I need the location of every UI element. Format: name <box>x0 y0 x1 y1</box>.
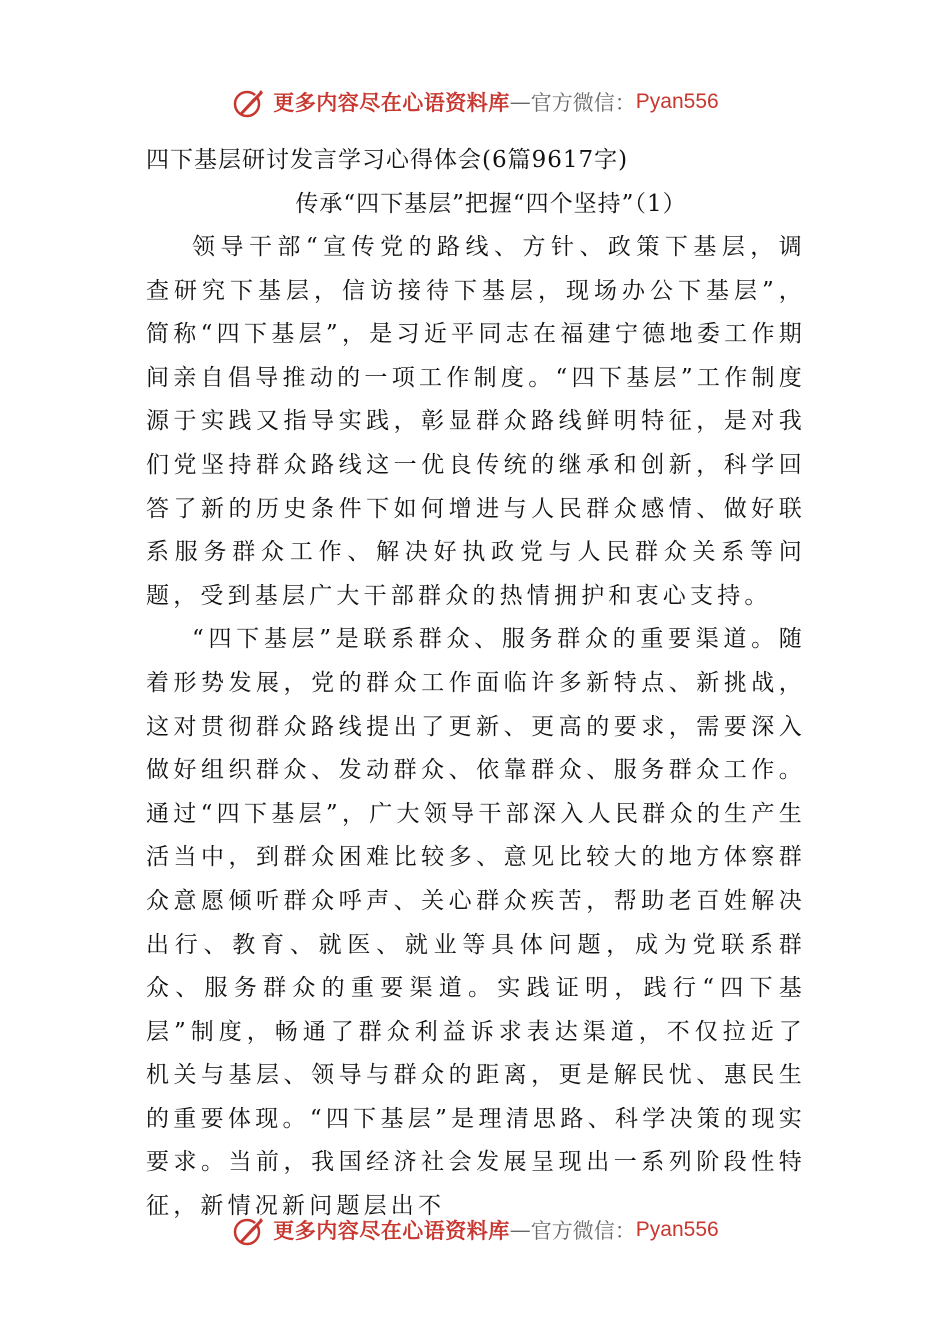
paragraph-1: 领导干部“宣传党的路线、方针、政策下基层，调查研究下基层，信访接待下基层，现场办公下基层”，简称“四下基层”，是习近平同志在福建宁德地委工作期间亲自倡导推动的一项工作制度。“四下基层”工作制度源于实践又指导实践，彰显群众路线鲜明特征，是对我们党坚持群众路线这一优良传统的继承和创新，科学回答了新的历史条件下如何增进与人民群众感情、做好联系服务群众工作、解决好执政党与人民群众关系等问题，受到基层广大干部群众的热情拥护和衷心支持。 <box>146 234 806 609</box>
section-title: 传承“四下基层”把握“四个坚持”（1） <box>295 191 687 217</box>
banner-wechat-id: Pyan556 <box>635 1218 719 1241</box>
banner-dash: — <box>509 1218 531 1242</box>
banner-dash: — <box>509 90 531 114</box>
banner-label: 官方微信： <box>530 1219 636 1243</box>
footer-watermark-banner <box>0 1210 950 1250</box>
banner-main-text: 更多内容尽在心语资料库 <box>273 90 510 115</box>
document-title: 四下基层研讨发言学习心得体会(6篇9617字) <box>146 147 629 173</box>
banner-label: 官方微信： <box>530 91 636 115</box>
quill-pen-logo-icon <box>231 1212 267 1248</box>
quill-pen-logo-icon <box>231 84 267 120</box>
header-watermark-banner <box>0 82 950 122</box>
document-body <box>146 138 806 1229</box>
paragraph-2: “四下基层”是联系群众、服务群众的重要渠道。随着形势发展，党的群众工作面临许多新特点、新挑战，这对贯彻群众路线提出了更新、更高的要求，需要深入做好组织群众、发动群众、依靠群众、服务群众工作。通过“四下基层”，广大领导干部深入人民群众的生产生活当中，到群众困难比较多、意见比较大的地方体察群众意愿倾听群众呼声、关心群众疾苦，帮助老百姓解决出行、教育、就医、就业等具体问题，成为党联系群众、服务群众的重要渠道。实践证明，践行“四下基层”制度，畅通了群众利益诉求表达渠道，不仅拉近了机关与基层、领导与群众的距离，更是解民忧、惠民生的重要体现。“四下基层”是理清思路、科学决策的现实要求。当前，我国经济社会发展呈现出一系列阶段性特征，新情况新问题层出不 <box>146 626 806 1220</box>
banner-wechat-id: Pyan556 <box>635 90 719 113</box>
banner-main-text: 更多内容尽在心语资料库 <box>273 1218 510 1243</box>
